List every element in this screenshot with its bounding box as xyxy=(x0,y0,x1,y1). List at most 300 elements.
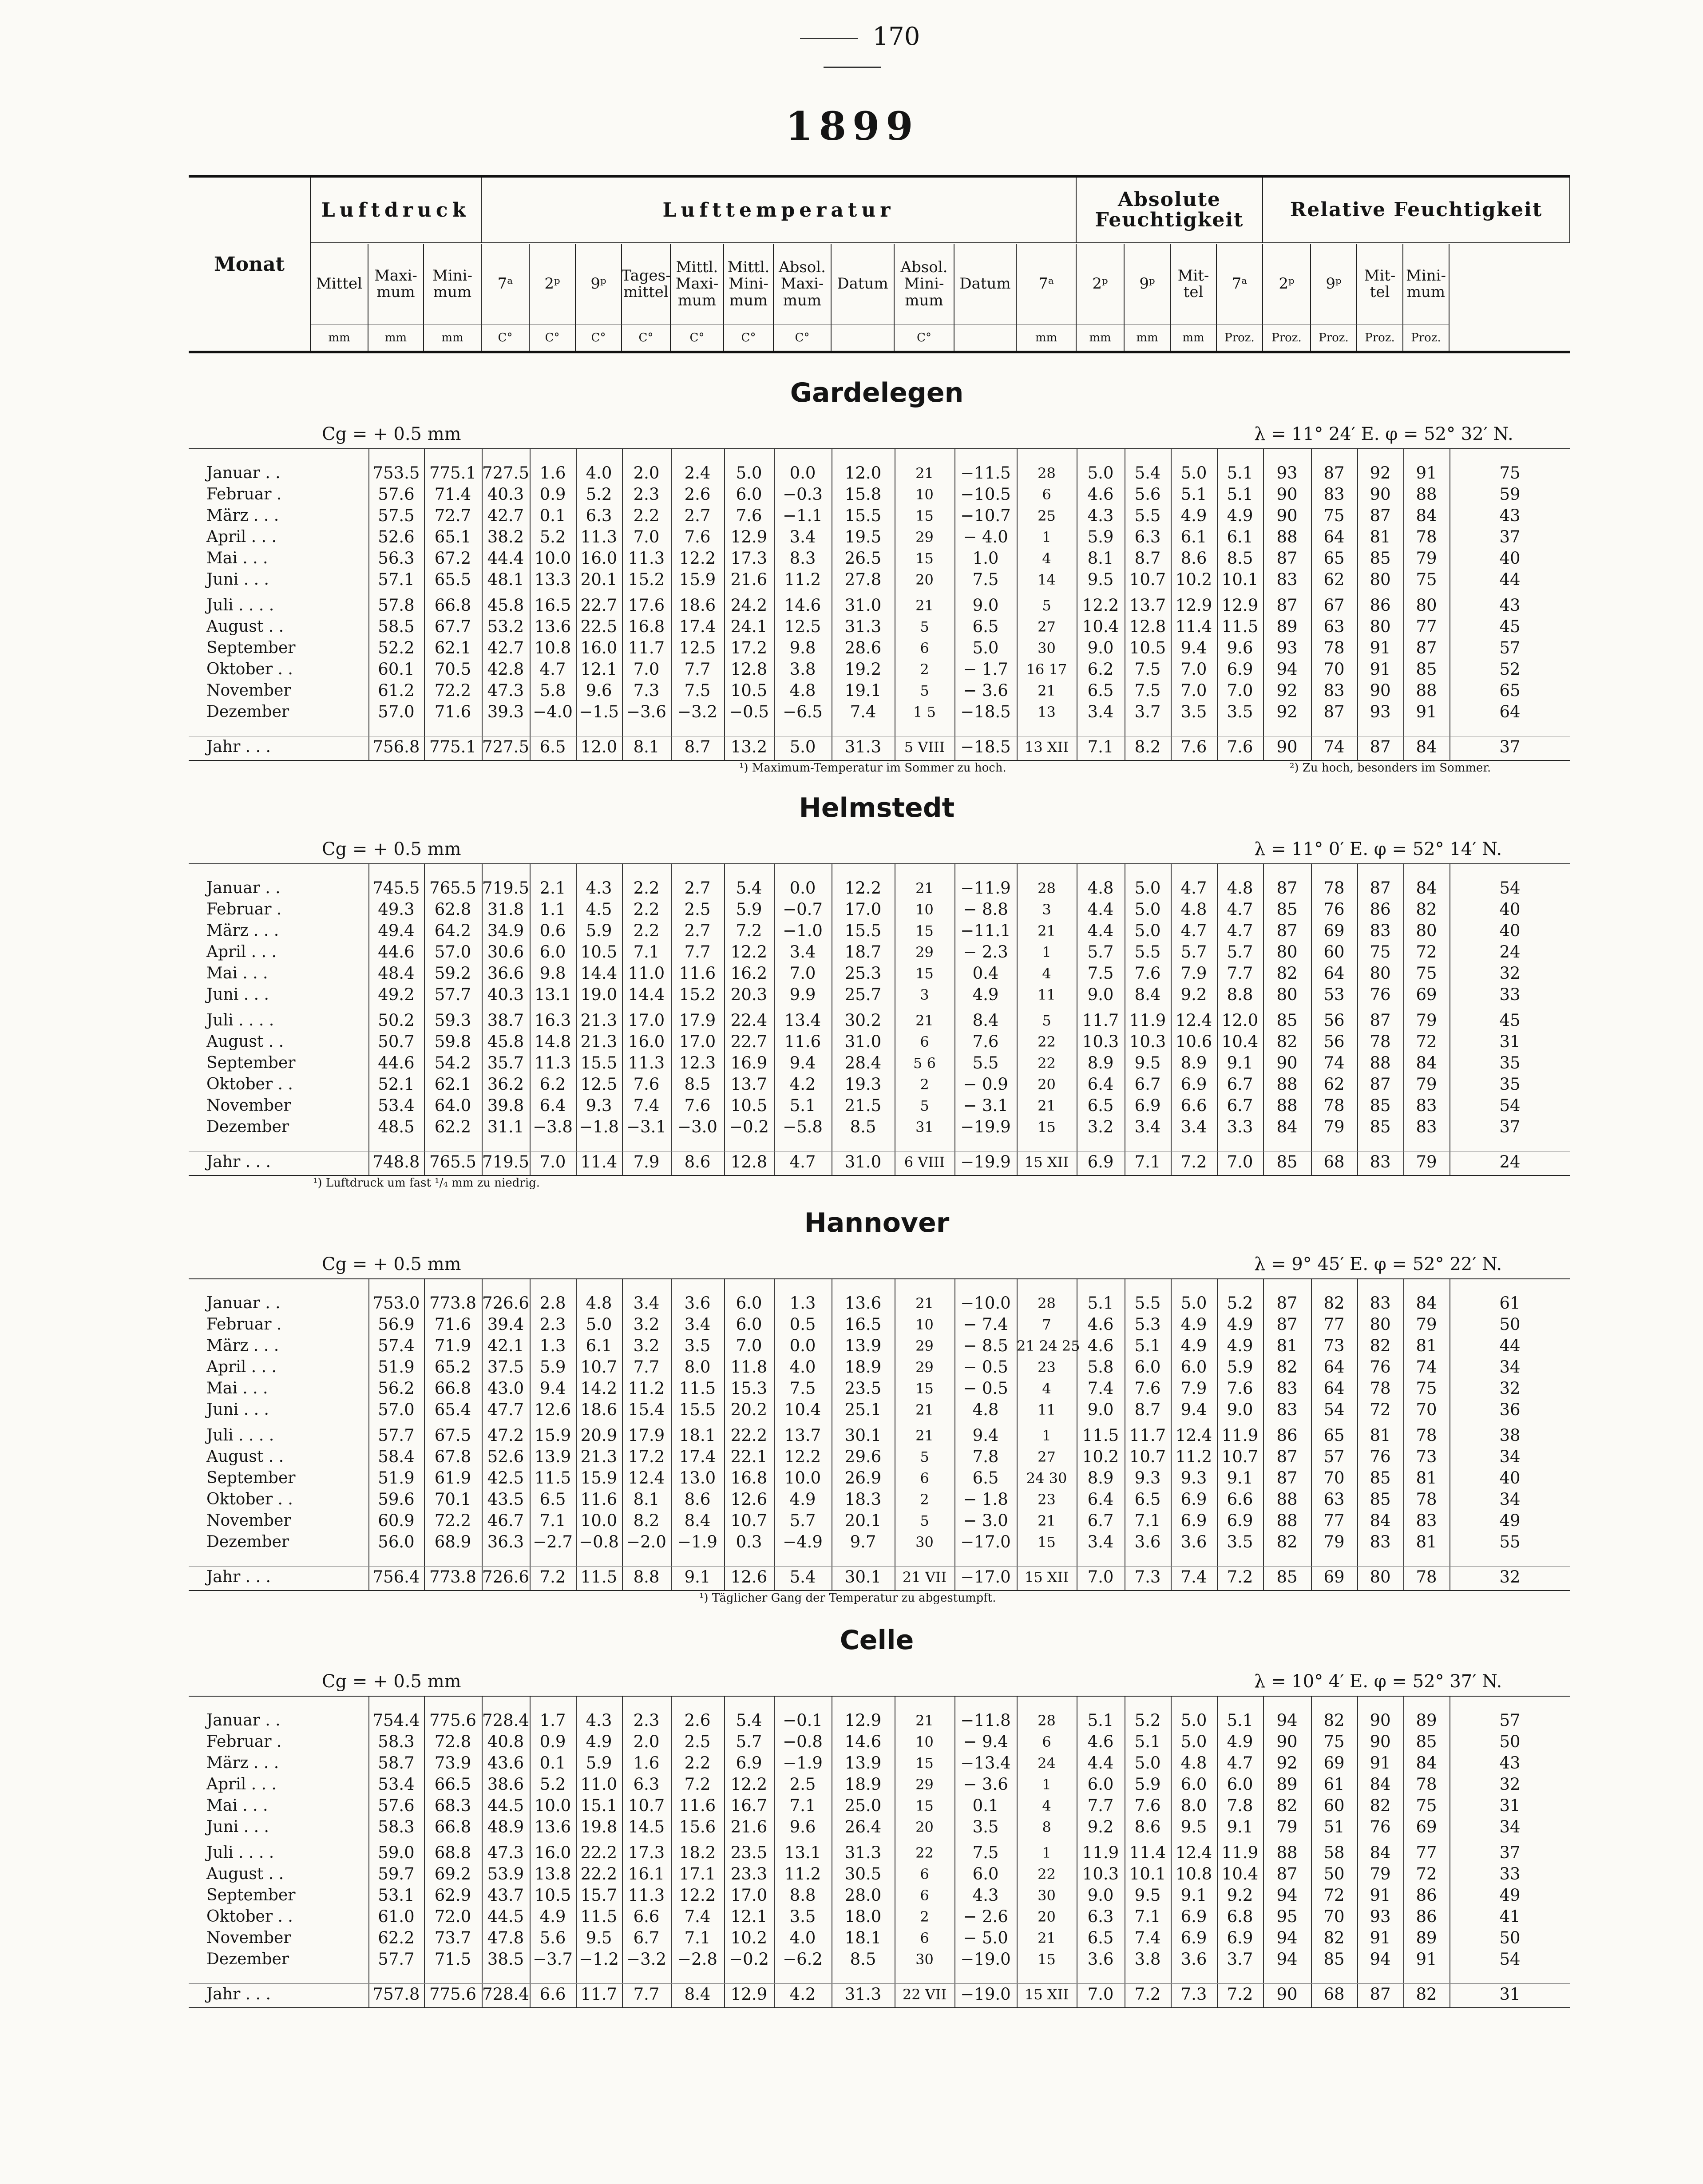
table-cell: 80 xyxy=(1416,921,1437,940)
table-cell: 6.0 xyxy=(972,1864,999,1883)
table-cell: 11 xyxy=(1038,986,1056,1003)
table-cell: 5.7 xyxy=(789,1511,816,1530)
table-cell: 16.8 xyxy=(730,1468,768,1488)
table-cell: 5.2 xyxy=(539,527,566,546)
table-cell: 17.2 xyxy=(628,1447,665,1466)
month-label: Dezember xyxy=(206,1533,289,1551)
table-cell: 21.3 xyxy=(580,1011,618,1030)
table-cell: 21 xyxy=(1038,1930,1056,1947)
table-cell: 12.1 xyxy=(580,660,618,679)
table-cell: 62.2 xyxy=(378,1928,415,1947)
table-row xyxy=(189,920,1570,942)
table-cell: 62.1 xyxy=(434,1075,471,1094)
table-cell: 6.0 xyxy=(1180,1775,1207,1794)
table-cell: 87 xyxy=(1370,1011,1391,1030)
table-cell: 83 xyxy=(1323,681,1345,700)
table-cell: 40.8 xyxy=(487,1732,524,1751)
table-cell: 44.4 xyxy=(487,549,524,568)
table-cell: 8.9 xyxy=(1180,1053,1207,1072)
table-cell: 70.1 xyxy=(434,1490,471,1509)
table-cell: 25.0 xyxy=(844,1796,882,1815)
month-label: August . . xyxy=(206,617,284,636)
table-cell: 5.9 xyxy=(586,1753,612,1773)
table-cell: 7.1 xyxy=(684,1928,711,1947)
table-cell: 25.1 xyxy=(844,1400,882,1419)
table-cell: 9.6 xyxy=(1227,638,1253,657)
table-cell: 65 xyxy=(1499,681,1521,700)
table-cell: 3.5 xyxy=(1227,702,1253,721)
table-cell: 15.9 xyxy=(580,1468,618,1488)
table-cell: 84 xyxy=(1416,1753,1437,1773)
month-label: Februar . xyxy=(206,900,282,918)
table-cell: − 5.0 xyxy=(963,1928,1008,1947)
table-cell: 30.6 xyxy=(487,942,524,961)
table-cell: 6 xyxy=(1042,1733,1051,1750)
table-cell: 11 xyxy=(1038,1401,1056,1418)
table-cell: 57.6 xyxy=(378,1796,415,1815)
table-cell: 11.5 xyxy=(534,1468,571,1488)
column-unit: mm xyxy=(424,324,482,351)
table-cell: 66.5 xyxy=(434,1775,471,1794)
table-cell: 15.5 xyxy=(580,1053,618,1072)
table-cell: 5.7 xyxy=(736,1732,762,1751)
table-cell: 7.6 xyxy=(1227,737,1253,756)
table-row xyxy=(189,1293,1570,1314)
table-row xyxy=(189,1031,1570,1052)
table-cell: 93 xyxy=(1276,463,1298,483)
table-cell: 4.7 xyxy=(1180,921,1207,940)
table-cell: 65 xyxy=(1323,1426,1345,1445)
table-cell: 90 xyxy=(1370,485,1391,504)
column-unit: C° xyxy=(895,324,954,351)
table-cell: 28 xyxy=(1038,1295,1056,1312)
table-cell: 57.5 xyxy=(378,506,415,525)
table-cell: 2.7 xyxy=(684,921,711,940)
column-unit: mm xyxy=(368,324,424,351)
table-cell: 83 xyxy=(1416,1511,1437,1530)
table-cell: 90 xyxy=(1370,1732,1391,1751)
table-cell: 68.3 xyxy=(434,1796,471,1815)
table-cell: 83 xyxy=(1370,1294,1391,1313)
table-cell: 77 xyxy=(1323,1315,1345,1334)
table-cell: 5.1 xyxy=(789,1096,816,1115)
table-cell: 6 xyxy=(920,640,929,657)
table-cell: 88 xyxy=(1276,1511,1298,1530)
table-cell: 85 xyxy=(1370,1096,1391,1115)
table-cell: 6.6 xyxy=(1180,1096,1207,1115)
column-unit xyxy=(954,324,1017,351)
table-row xyxy=(189,1731,1570,1753)
table-cell: 7.1 xyxy=(789,1796,816,1815)
table-cell: 8.8 xyxy=(789,1886,816,1905)
table-cell: 80 xyxy=(1370,1567,1391,1587)
table-cell: 11.7 xyxy=(580,1985,618,2004)
group-absolute-feuchtigkeit: Absolute Feuchtigkeit xyxy=(1077,178,1263,243)
table-cell: 9.8 xyxy=(789,638,816,657)
table-cell: 30.5 xyxy=(844,1864,882,1883)
table-cell: 78 xyxy=(1323,1096,1345,1115)
table-cell: 6.7 xyxy=(1227,1075,1253,1094)
table-cell: 6.9 xyxy=(1227,1511,1253,1530)
table-cell: 4.3 xyxy=(972,1886,999,1905)
table-cell: 4.6 xyxy=(1087,485,1114,504)
table-cell: 20 xyxy=(915,1819,934,1836)
table-cell: 6.1 xyxy=(586,1336,612,1355)
table-cell: 3.5 xyxy=(1180,702,1207,721)
table-cell: 39.4 xyxy=(487,1315,524,1334)
table-cell: 49.3 xyxy=(378,900,415,919)
table-cell: 8.5 xyxy=(1227,549,1253,568)
table-cell: −3.1 xyxy=(626,1117,666,1136)
table-cell: 0.0 xyxy=(789,878,816,898)
table-cell: −6.5 xyxy=(783,702,823,721)
table-cell: 7.6 xyxy=(684,1096,711,1115)
table-cell: 4.6 xyxy=(1087,1315,1114,1334)
table-cell: 7.3 xyxy=(633,681,660,700)
table-cell: 7.2 xyxy=(736,921,762,940)
table-cell: 80 xyxy=(1416,596,1437,615)
table-cell: 64 xyxy=(1323,1379,1345,1398)
table-cell: 15.8 xyxy=(844,485,882,504)
table-cell: 66.8 xyxy=(434,1379,471,1398)
table-cell: 13.6 xyxy=(534,1817,571,1836)
table-cell: 40 xyxy=(1499,1468,1521,1488)
table-cell: 33 xyxy=(1499,985,1521,1004)
table-cell: 11.5 xyxy=(1221,617,1259,636)
table-cell: 83 xyxy=(1416,1096,1437,1115)
table-cell: 1.1 xyxy=(539,900,566,919)
table-cell: 49.4 xyxy=(378,921,415,940)
table-cell: 87 xyxy=(1323,463,1345,483)
table-cell: 10.1 xyxy=(1129,1864,1166,1883)
table-cell: 9.1 xyxy=(1227,1053,1253,1072)
table-row xyxy=(189,1949,1570,1970)
table-cell: 12.2 xyxy=(1082,596,1119,615)
table-cell: 26.5 xyxy=(844,549,882,568)
table-cell: 50.7 xyxy=(378,1032,415,1051)
table-cell: 38.7 xyxy=(487,1011,524,1030)
month-label: Februar . xyxy=(206,1733,282,1751)
table-cell: 20 xyxy=(1038,1908,1056,1925)
table-cell: 72.7 xyxy=(434,506,471,525)
table-cell: 9.4 xyxy=(1180,638,1207,657)
table-cell: 6.6 xyxy=(539,1985,566,2004)
table-cell: 92 xyxy=(1370,463,1391,483)
table-cell: 3.7 xyxy=(1134,702,1161,721)
table-cell: 68.8 xyxy=(434,1843,471,1862)
table-cell: 4.7 xyxy=(1227,1753,1253,1773)
table-row xyxy=(189,1816,1570,1838)
table-cell: 94 xyxy=(1276,1928,1298,1947)
table-cell: 775.1 xyxy=(429,463,476,483)
table-cell: 15 XII xyxy=(1025,1154,1069,1171)
table-cell: 2 xyxy=(920,1076,929,1093)
table-cell: 56 xyxy=(1323,1032,1345,1051)
table-row xyxy=(189,1906,1570,1927)
table-cell: 9.2 xyxy=(1180,985,1207,1004)
table-cell: 8.9 xyxy=(1087,1053,1114,1072)
table-cell: 7.2 xyxy=(1227,1567,1253,1587)
table-cell: 1 xyxy=(1042,529,1051,546)
table-cell: −10.5 xyxy=(960,485,1011,504)
table-row xyxy=(189,484,1570,505)
table-cell: 70 xyxy=(1323,1468,1345,1488)
table-cell: 59 xyxy=(1499,485,1521,504)
table-cell: − 0.5 xyxy=(963,1379,1008,1398)
table-cell: 8.2 xyxy=(1134,737,1161,756)
table-cell: 5 VIII xyxy=(904,739,945,756)
table-cell: 6.5 xyxy=(1134,1490,1161,1509)
table-cell: 57.0 xyxy=(434,942,471,961)
table-cell: 54 xyxy=(1499,1096,1521,1115)
table-cell: 52.6 xyxy=(378,527,415,546)
table-cell: 20 xyxy=(1038,1076,1056,1093)
table-cell: − 2.6 xyxy=(963,1907,1008,1926)
table-cell: 4.9 xyxy=(1180,1336,1207,1355)
table-cell: 6.9 xyxy=(1180,1075,1207,1094)
table-cell: 727.5 xyxy=(482,737,529,756)
table-cell: 75 xyxy=(1416,570,1437,589)
table-cell: 6.9 xyxy=(1134,1096,1161,1115)
table-cell: 7.6 xyxy=(736,506,762,525)
table-cell: −2.0 xyxy=(626,1532,666,1551)
table-cell: 75 xyxy=(1370,942,1391,961)
table-cell: 12.0 xyxy=(1221,1011,1259,1030)
month-label: November xyxy=(206,681,291,700)
table-cell: 5.0 xyxy=(1180,1732,1207,1751)
table-cell: 18.1 xyxy=(679,1426,716,1445)
table-cell: 55 xyxy=(1499,1532,1521,1551)
table-cell: 1.6 xyxy=(539,463,566,483)
table-cell: 37 xyxy=(1499,737,1521,756)
table-cell: −0.1 xyxy=(783,1711,823,1730)
station-coordinates: λ = 11° 24′ E. φ = 52° 32′ N. xyxy=(1254,424,1513,444)
month-label: März . . . xyxy=(206,1754,279,1772)
table-cell: 75 xyxy=(1416,964,1437,983)
table-cell: 87 xyxy=(1370,737,1391,756)
table-cell: 70.5 xyxy=(434,660,471,679)
month-label: Dezember xyxy=(206,1118,289,1136)
table-cell: 21 xyxy=(915,1295,934,1312)
table-cell: 8.2 xyxy=(633,1511,660,1530)
table-cell: 12.0 xyxy=(580,737,618,756)
table-cell: 9.5 xyxy=(1134,1886,1161,1905)
table-cell: 67.8 xyxy=(434,1447,471,1466)
table-cell: 7.6 xyxy=(684,527,711,546)
table-cell: 32 xyxy=(1499,1379,1521,1398)
table-cell: 9.5 xyxy=(1134,1053,1161,1072)
table-cell: 72 xyxy=(1370,1400,1391,1419)
table-cell: 15.7 xyxy=(580,1886,618,1905)
table-cell: 3.5 xyxy=(1227,1532,1253,1551)
table-cell: 90 xyxy=(1370,1711,1391,1730)
table-cell: 3.6 xyxy=(1134,1532,1161,1551)
table-cell: −1.0 xyxy=(783,921,823,940)
table-cell: 773.8 xyxy=(429,1294,476,1313)
table-cell: 4.9 xyxy=(586,1732,612,1751)
month-label: September xyxy=(206,1469,296,1487)
table-cell: 2.3 xyxy=(539,1315,566,1334)
table-cell: 10.7 xyxy=(580,1357,618,1377)
table-cell: 61 xyxy=(1499,1294,1521,1313)
table-cell: 8 xyxy=(1042,1819,1051,1836)
table-cell: 0.9 xyxy=(539,1732,566,1751)
table-cell: 12.2 xyxy=(679,1886,716,1905)
table-cell: 47.2 xyxy=(487,1426,524,1445)
year-row xyxy=(189,1151,1570,1173)
table-cell: 86 xyxy=(1416,1907,1437,1926)
table-cell: 72 xyxy=(1416,1864,1437,1883)
table-cell: 4.2 xyxy=(789,1985,816,2004)
table-cell: 14.4 xyxy=(580,964,618,983)
table-cell: − 8.5 xyxy=(963,1336,1008,1355)
table-cell: 30 xyxy=(915,1951,934,1968)
table-cell: 16.0 xyxy=(580,638,618,657)
table-cell: 11.9 xyxy=(1082,1843,1119,1862)
table-cell: − 3.1 xyxy=(963,1096,1008,1115)
table-cell: 6.2 xyxy=(1087,660,1114,679)
table-cell: 69.2 xyxy=(434,1864,471,1883)
table-cell: 88 xyxy=(1276,1843,1298,1862)
month-label: März . . . xyxy=(206,922,279,940)
table-cell: 12.4 xyxy=(1175,1011,1212,1030)
table-cell: 31 xyxy=(915,1119,934,1136)
table-cell: 71.6 xyxy=(434,1315,471,1334)
table-cell: 6.4 xyxy=(539,1096,566,1115)
table-cell: 6.5 xyxy=(972,1468,999,1488)
station-correction: Cg = + 0.5 mm xyxy=(322,1254,461,1274)
table-cell: 0.1 xyxy=(539,506,566,525)
table-cell: 6.3 xyxy=(633,1775,660,1794)
table-cell: 12.5 xyxy=(679,638,716,657)
table-cell: 7.1 xyxy=(633,942,660,961)
table-cell: 13 xyxy=(1038,704,1056,720)
table-cell: 82 xyxy=(1370,1336,1391,1355)
table-cell: 72 xyxy=(1416,1032,1437,1051)
table-cell: 10.4 xyxy=(1082,617,1119,636)
table-cell: 88 xyxy=(1276,527,1298,546)
table-cell: 6.9 xyxy=(1180,1511,1207,1530)
table-cell: 59.3 xyxy=(434,1011,471,1030)
table-cell: 719.5 xyxy=(482,878,529,898)
year-row xyxy=(189,1566,1570,1588)
table-cell: 8.6 xyxy=(684,1152,711,1171)
table-cell: 5.2 xyxy=(539,1775,566,1794)
table-cell: 84 xyxy=(1370,1775,1391,1794)
table-cell: 15 xyxy=(915,550,934,567)
table-cell: −1.9 xyxy=(783,1753,823,1773)
table-row xyxy=(189,899,1570,920)
table-cell: 43 xyxy=(1499,506,1521,525)
table-cell: 52.6 xyxy=(487,1447,524,1466)
table-cell: 12.2 xyxy=(844,878,882,898)
table-cell: 54 xyxy=(1499,1950,1521,1969)
table-cell: 22.2 xyxy=(730,1426,768,1445)
table-cell: 7.4 xyxy=(850,702,876,721)
table-cell: 11.3 xyxy=(580,527,618,546)
column-unit: Proz. xyxy=(1263,324,1311,351)
table-cell: − 3.6 xyxy=(963,681,1008,700)
table-cell: 16.5 xyxy=(534,596,571,615)
table-cell: 81 xyxy=(1416,1468,1437,1488)
table-cell: 85 xyxy=(1276,1011,1298,1030)
table-cell: 5.5 xyxy=(1134,506,1161,525)
table-cell: 4.7 xyxy=(539,660,566,679)
month-label: März . . . xyxy=(206,506,279,525)
table-cell: −3.0 xyxy=(677,1117,717,1136)
table-cell: 15 xyxy=(1038,1951,1056,1968)
table-cell: 79 xyxy=(1323,1117,1345,1136)
column-unit: C° xyxy=(671,324,724,351)
month-label: April . . . xyxy=(206,943,277,961)
station-coordinates: λ = 11° 0′ E. φ = 52° 14′ N. xyxy=(1254,839,1502,859)
table-cell: 61.9 xyxy=(434,1468,471,1488)
month-label: November xyxy=(206,1929,291,1947)
table-cell: 69 xyxy=(1323,921,1345,940)
table-cell: 37 xyxy=(1499,1117,1521,1136)
table-cell: 6.3 xyxy=(586,506,612,525)
table-cell: 57.1 xyxy=(378,570,415,589)
table-cell: 84 xyxy=(1416,506,1437,525)
table-cell: 1 xyxy=(1042,1776,1051,1793)
month-label: Mai . . . xyxy=(206,1796,268,1815)
table-cell: 13.9 xyxy=(844,1336,882,1355)
table-cell: 65.2 xyxy=(434,1357,471,1377)
table-cell: 70 xyxy=(1323,660,1345,679)
station-table xyxy=(189,1278,1570,1591)
table-cell: 6.3 xyxy=(1087,1907,1114,1926)
table-cell: − 3.6 xyxy=(963,1775,1008,1794)
table-cell: 3.7 xyxy=(1227,1950,1253,1969)
table-cell: 7.0 xyxy=(789,964,816,983)
table-cell: 42.5 xyxy=(487,1468,524,1488)
column-header: Mittl. Maxi-​mum xyxy=(671,244,724,324)
table-cell: 20.1 xyxy=(580,570,618,589)
table-cell: 4.9 xyxy=(1180,1315,1207,1334)
table-cell: 85 xyxy=(1323,1950,1345,1969)
table-cell: 85 xyxy=(1276,1567,1298,1587)
table-cell: 32 xyxy=(1499,1567,1521,1587)
table-cell: 20.9 xyxy=(580,1426,618,1445)
column-unit xyxy=(832,324,895,351)
table-cell: 7.7 xyxy=(1227,964,1253,983)
table-cell: 91 xyxy=(1370,1753,1391,1773)
table-cell: 74 xyxy=(1323,737,1345,756)
table-cell: 78 xyxy=(1416,1426,1437,1445)
column-header: Mit-​tel xyxy=(1357,244,1403,324)
table-cell: 8.3 xyxy=(789,549,816,568)
table-cell: 81 xyxy=(1370,527,1391,546)
table-cell: 58.4 xyxy=(378,1447,415,1466)
table-cell: 12.4 xyxy=(1175,1843,1212,1862)
table-cell: 753.5 xyxy=(372,463,420,483)
table-cell: 29.6 xyxy=(844,1447,882,1466)
table-row xyxy=(189,463,1570,484)
table-cell: 29 xyxy=(915,1337,934,1354)
table-cell: −19.9 xyxy=(960,1152,1011,1171)
table-cell: − 1.7 xyxy=(963,660,1008,679)
table-cell: 7.0 xyxy=(736,1336,762,1355)
table-cell: 87 xyxy=(1370,506,1391,525)
table-row xyxy=(189,1842,1570,1864)
table-cell: 3.4 xyxy=(1134,1117,1161,1136)
table-cell: 91 xyxy=(1370,1928,1391,1947)
table-cell: 85 xyxy=(1416,660,1437,679)
table-cell: 9.1 xyxy=(684,1567,711,1587)
table-cell: 9.4 xyxy=(789,1053,816,1072)
table-cell: 82 xyxy=(1276,1032,1298,1051)
table-cell: 46.7 xyxy=(487,1511,524,1530)
